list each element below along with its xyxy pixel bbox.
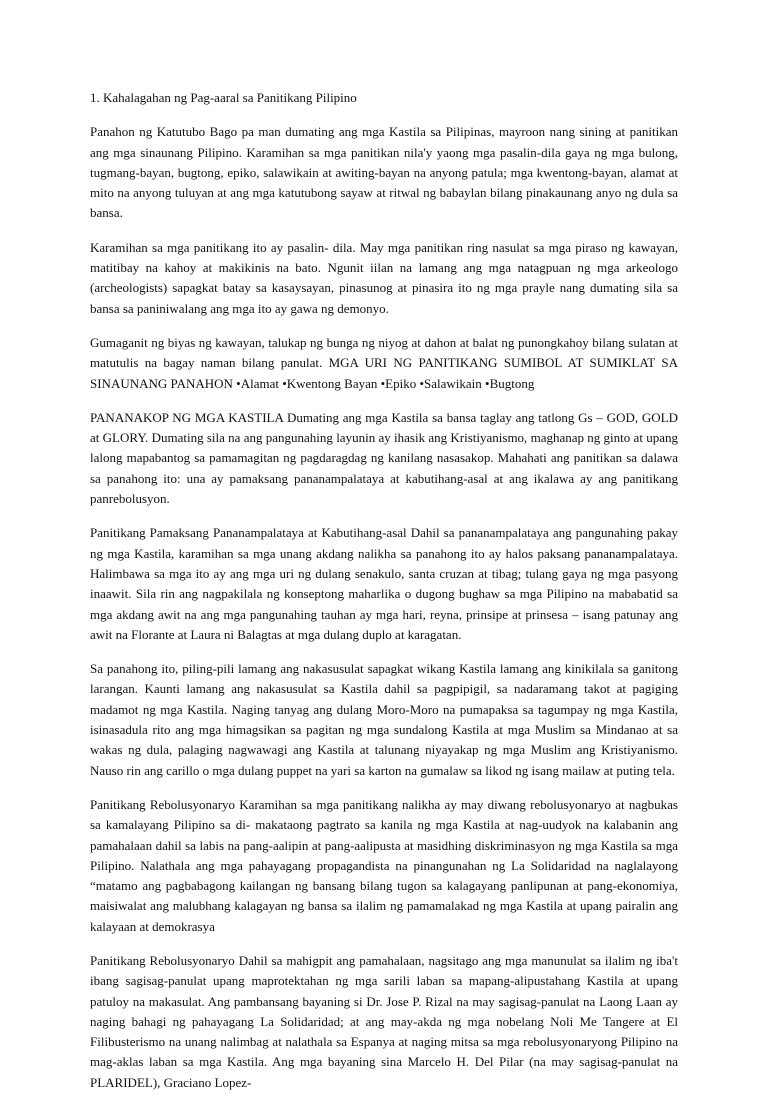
section-heading: 1. Kahalagahan ng Pag-aaral sa Panitikang Pilipino — [90, 90, 357, 105]
paragraph-moro-moro: Sa panahong ito, piling-pili lamang ang nakasusulat sapagkat wikang Kastila lamang ang kinikilala sa ganitong larangan. Kaunti lamang ang nakasusulat sa Kastila dahil sa pagpipigil, sa nadaramang takot at pagiging madamot ng mga Kastila. Naging tanyag ang dulang Moro-Moro na pumapaksa sa tagumpay ng mga Kastila, isinasadula rito ang mga himagsikan sa pagitan ng mga sundalong Kastila at mga Muslim sa Mindanao at sa wakas ng dula, palaging nagwawagi ang Kastila at talunang niyayakap ng mga Muslim ang Kristiyanismo. Nauso rin ang carillo o mga dulang puppet na yari sa karton na gumalaw sa likod ng isang mailaw at puting tela. — [90, 661, 678, 778]
paragraph-pananampalataya: Panitikang Pamaksang Pananampalataya at Kabutihang-asal Dahil sa pananampalataya ang pangunahing pakay ng mga Kastila, karamihan sa mga unang akdang nalikha sa panahong ito ay halos paksang pananampalataya. Halimbawa sa mga ito ay ang mga uri ng dulang senakulo, santa cruzan at tibag; tulang gaya ng mga pasyong inaawit. Sila rin ang nagpakilala ng konseptong maharlika o dugong bughaw sa mga Pilipino na mababatid sa mga akdang awit na ang mga pangunahing tauhan ay mga hari, reyna, prinsipe at prinsesa – isang patunay ang awit na Florante at Laura ni Balagtas at mga dulang duplo at karagatan. — [90, 525, 678, 642]
paragraph-rebolusyonaryo-1: Panitikang Rebolusyonaryo Karamihan sa mga panitikang nalikha ay may diwang rebolusyonaryo at nagbukas sa kamalayang Pilipino sa di- makataong pagtrato sa kanila ng mga Kastila at nag-uudyok na kalabanin ang pamahalaan dahil sa labis na pang-aalipin at pang-aalipusta at masidhing diskriminasyon ng mga Kastila sa mga Pilipino. Nalathala ang mga pahayagang propagandista na pinangunahan ng La Solidaridad na naglalayong “matamo ang pagbabagong kailangan ng bansang bilang tugon sa kalagayang panlipunan at pang-ekonomiya, maisiwalat ang malubhang kalagayan ng bansa sa ilalim ng pamamalakad ng mga Kastila at upang pairalin ang kalayaan at demokrasya — [90, 796, 678, 934]
paragraph-katutubo: Panahon ng Katutubo Bago pa man dumating ang mga Kastila sa Pilipinas, mayroon nang sining at panitikan ang mga sinaunang Pilipino. Karamihan sa mga panitikan nila'y yaong mga pasalin-dila gaya ng mga bulong, tugmang-bayan, bugtong, epiko, salawikain at awiting-bayan na anyong patula; mga kwentong-bayan, alamat at mito na anyong tuluyan at ang mga katutubong sayaw at ritwal ng babaylan bilang pinakaunang anyo ng dula sa bansa. — [90, 124, 678, 221]
paragraph-pasalin-dila: Karamihan sa mga panitikang ito ay pasalin- dila. May mga panitikan ring nasulat sa mga piraso ng kawayan, matitibay na kahoy at makikinis na bato. Ngunit iilan na lamang ang mga natagpuan ng mga arkeologo (archeologists) sapagkat batay sa kasaysayan, pinasunog at pinasira ito ng mga prayle nang dumating sila sa bansa sa paniniwalang ang mga ito ay gawa ng demonyo. — [90, 239, 678, 316]
paragraph-pananakop: PANANAKOP NG MGA KASTILA Dumating ang mga Kastila sa bansa taglay ang tatlong Gs – GOD, GOLD at GLORY. Dumating sila na ang pangunahing layunin ay ihasik ang Kristiyanismo, maghanap ng ginto at upang lalong mapabantog sa pamamagitan ng pagdaragdag ng kanilang nasasakop. Mahahati ang panitikan sa dalawa sa panahong ito: una ay pamaksang pananampalataya at kabutihang-asal at ang ikalawa ay ang panitikang panrebolusyon. — [90, 409, 678, 507]
paragraph-sulatan: Gumaganit ng biyas ng kawayan, talukap ng bunga ng niyog at dahon at balat ng punongkahoy bilang sulatan at matutulis na bagay naman bilang panulat. MGA URI NG PANITIKANG SUMIBOL AT SUMIKLAT SA SINAUNANG PANAHON •Alamat •Kwentong Bayan •Epiko •Salawikain •Bugtong — [90, 334, 678, 391]
document-body — [90, 88, 678, 1107]
paragraph-rebolusyonaryo-2: Panitikang Rebolusyonaryo Dahil sa mahigpit ang pamahalaan, nagsitago ang mga manunulat sa ilalim ng iba't ibang sagisag-panulat upang maprotektahan ng mga sarili laban sa mapang-alipustahang Kastila at upang patuloy na makasulat. Ang pambansang bayaning si Dr. Jose P. Rizal na may sagisag-panulat na Laong Laan ay naging bahagi ng pahayagang La Solidaridad; at ang may-akda ng mga nobelang Noli Me Tangere at El Filibusterismo na unang nalimbag at nalathala sa Espanya at naging mitsa sa mga rebolusyonaryong Pilipino na mag-aklas laban sa mga Kastila. Ang mga bayaning sina Marcelo H. Del Pilar (na may sagisag-panulat na PLARIDEL), Graciano Lopez- — [90, 952, 678, 1090]
